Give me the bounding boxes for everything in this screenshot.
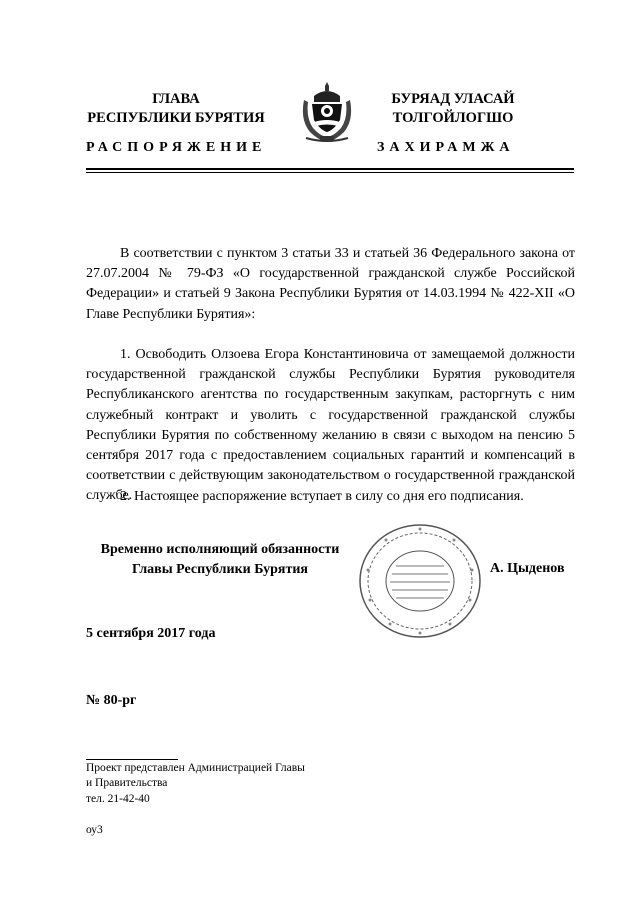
footer-code: оу3 bbox=[86, 824, 103, 836]
coat-of-arms-icon bbox=[296, 80, 358, 146]
header-left-line2: РЕСПУБЛИКИ БУРЯТИЯ bbox=[87, 110, 265, 126]
signatory-title-line1: Временно исполняющий обязанности bbox=[100, 542, 340, 557]
header-left bbox=[86, 90, 266, 128]
document-date: 5 сентября 2017 года bbox=[86, 626, 216, 641]
header-divider-thick bbox=[86, 168, 574, 170]
order-item-2: 2. Настоящее распоряжение вступает в силу со дня его подписания. bbox=[120, 489, 524, 504]
official-seal-icon bbox=[356, 520, 484, 642]
signatory-title-line2: Главы Республики Бурятия bbox=[131, 562, 308, 577]
document-number: № 80-рг bbox=[86, 693, 137, 708]
header-left-line1: ГЛАВА bbox=[152, 91, 200, 107]
footer-divider bbox=[86, 759, 178, 760]
footer-line-1: Проект представлен Администрацией Главы bbox=[86, 762, 305, 774]
signatory-name: А. Цыденов bbox=[490, 561, 565, 576]
signatory-title bbox=[86, 540, 354, 580]
header-right-line1: БУРЯАД УЛАСАЙ bbox=[391, 91, 515, 107]
preamble-paragraph: В соответствии с пунктом 3 статьи 33 и статьей 36 Федерального закона от 27.07.2004 № 79-ФЗ «О государственной гражданской службе Российской Федерации» и статьей 9 Закона Республики Бурятия от 14.03.1994 № 422-XII «О Главе Республики Бурятия»: bbox=[86, 246, 575, 322]
document-type-ru: РАСПОРЯЖЕНИЕ bbox=[86, 140, 267, 155]
header-right-line2: ТОЛГОЙЛОГШО bbox=[392, 110, 514, 126]
footer-line-2: и Правительства bbox=[86, 777, 168, 789]
order-item-1: 1. Освободить Олзоева Егора Константиновича от замещаемой должности государственной гражданской службы Республики Бурятия руководителя Республиканского агентства по государственным закупкам, расторгнуть с ним служебный контракт и уволить с государственной гражданской службы Республики Бурятия по собственному желанию в связи с выходом на пенсию 5 сентября 2017 года с предоставлением социальных гарантий и компенсаций в соответствии с действующим законодательством о государственной гражданской службе. bbox=[86, 347, 575, 504]
document-type-bua: ЗАХИРАМЖА bbox=[377, 140, 515, 155]
footer-phone: тел. 21-42-40 bbox=[86, 793, 150, 805]
header-divider-thin bbox=[86, 172, 574, 173]
header-right bbox=[378, 90, 528, 128]
